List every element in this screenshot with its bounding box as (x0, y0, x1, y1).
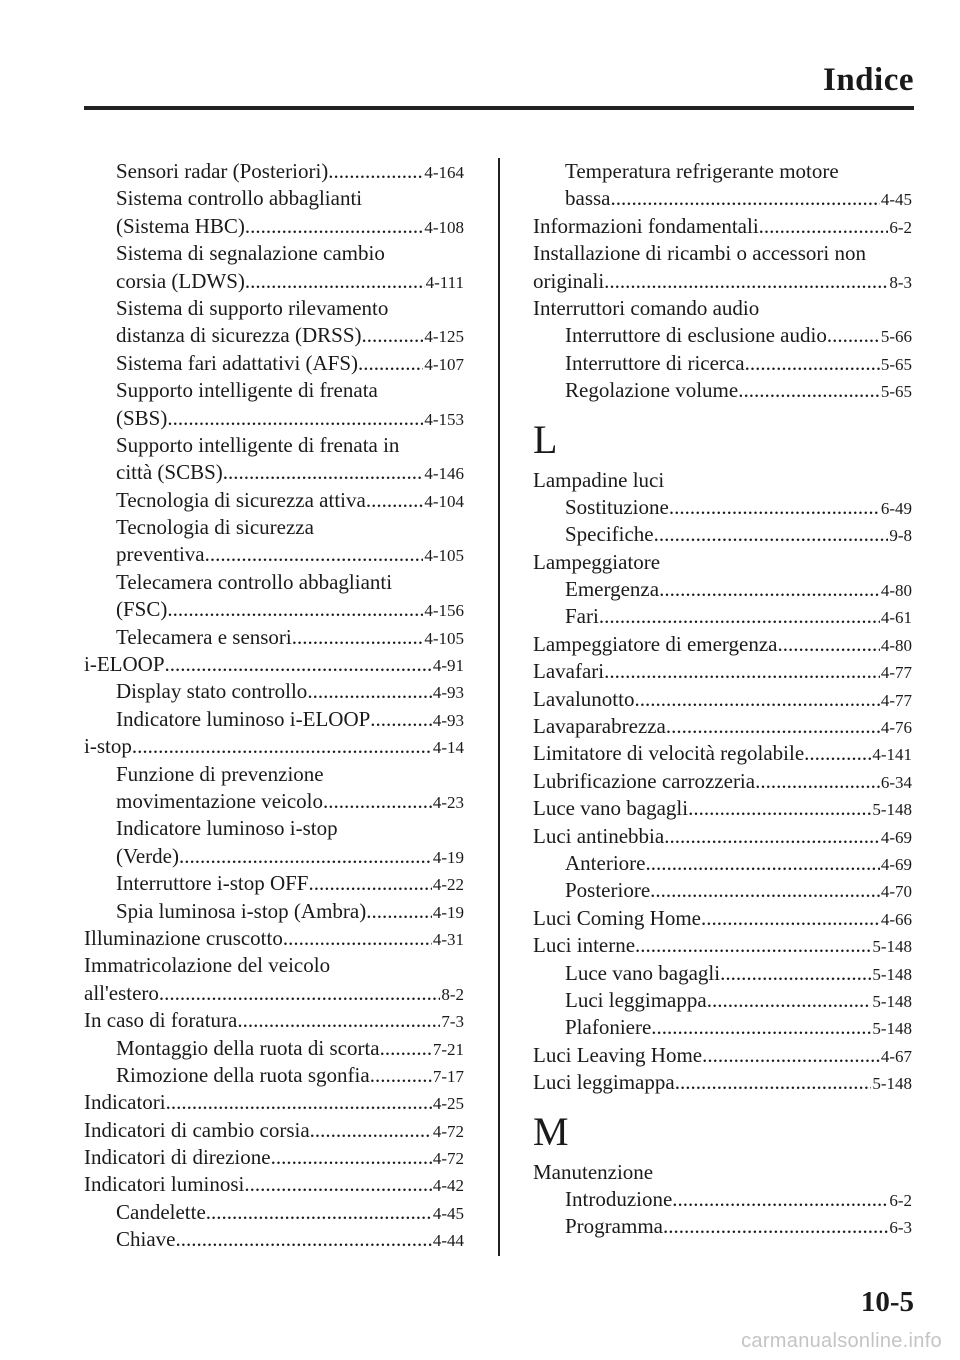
leader-dots (244, 1171, 431, 1198)
leader-dots (237, 1007, 440, 1034)
index-subentry (533, 494, 912, 521)
entry-text: Luci Leaving Home (533, 1042, 703, 1067)
leader-dots (167, 596, 423, 623)
index-column-left (84, 158, 464, 1254)
entry-text: Installazione di ricambi o accessori non (533, 241, 866, 266)
entry-text: Luci Coming Home (533, 905, 701, 930)
index-entry (84, 952, 464, 979)
entry-text: Temperatura refrigerante motore (565, 159, 839, 183)
entry-text: Indicatori di cambio corsia (84, 1117, 310, 1142)
index-subentry (84, 706, 464, 733)
page-reference: 8-3 (889, 272, 912, 292)
page-reference: 5-148 (872, 964, 912, 984)
leader-dots (663, 1213, 888, 1240)
index-subentry (84, 459, 464, 486)
index-entry (533, 713, 912, 740)
entry-text: Sensori radar (Posteriori) (116, 159, 329, 183)
leader-dots (645, 850, 879, 877)
entry-text: Chiave (116, 1227, 176, 1252)
entry-text: Anteriore (565, 850, 646, 875)
page-reference: 5-148 (872, 1074, 912, 1094)
page-reference: 4-45 (880, 190, 912, 210)
index-entry (533, 295, 912, 322)
page-reference: 4-61 (880, 608, 912, 628)
entry-text: Luce vano bagagli (533, 796, 689, 821)
index-subentry (84, 213, 464, 240)
leader-dots (659, 576, 880, 603)
leader-dots (804, 740, 871, 767)
entry-text: Sistema di segnalazione cambio (116, 241, 385, 266)
leader-dots (292, 624, 424, 651)
entry-text: preventiva (116, 542, 205, 567)
leader-dots (604, 658, 880, 685)
leader-dots (167, 405, 423, 432)
page-reference: 6-2 (889, 217, 912, 237)
index-subentry (84, 569, 464, 596)
page-reference: 7-21 (432, 1039, 464, 1059)
index-subentry (533, 322, 912, 349)
index-subentry (533, 185, 912, 212)
entry-text: Interruttori comando audio (533, 295, 760, 320)
page-reference: 4-45 (432, 1203, 464, 1223)
page-reference: 4-72 (432, 1149, 464, 1169)
index-entry (84, 1171, 464, 1198)
leader-dots (635, 932, 871, 959)
entry-text: Telecamera controllo abbaglianti (116, 569, 393, 594)
leader-dots (707, 987, 872, 1014)
page-reference: 4-70 (880, 882, 912, 902)
entry-text: Illuminazione cruscotto (84, 925, 283, 950)
entry-text: Indicatori di direzione (84, 1145, 271, 1170)
page-reference: 4-91 (432, 656, 464, 676)
leader-dots (604, 268, 888, 295)
leader-dots (328, 158, 423, 185)
page-reference: 4-67 (880, 1046, 912, 1066)
leader-dots (664, 823, 880, 850)
entry-text: Regolazione volume (565, 378, 739, 403)
section-letter: L (533, 416, 558, 462)
entry-text: Luci leggimappa (565, 987, 707, 1012)
index-subentry (84, 1199, 464, 1226)
entry-text: Sistema di supporto rilevamento (116, 295, 389, 320)
leader-dots (283, 925, 432, 952)
index-subentry (84, 541, 464, 568)
index-entry (533, 240, 912, 267)
entry-text: città (SCBS) (116, 460, 223, 485)
entry-text: Spia luminosa i-stop (Ambra) (116, 898, 367, 923)
entry-text: Indicatore luminoso i-ELOOP (116, 706, 371, 731)
index-subentry (84, 870, 464, 897)
index-subentry (84, 678, 464, 705)
page-reference: 7-3 (441, 1012, 464, 1032)
leader-dots (672, 1186, 888, 1213)
entry-text: Luci antinebbia (533, 823, 665, 848)
index-entry (533, 631, 912, 658)
page-reference: 5-148 (872, 1019, 912, 1039)
entry-text: Interruttore di ricerca (565, 350, 745, 375)
page-reference: 4-42 (432, 1176, 464, 1196)
page-reference: 4-93 (432, 710, 464, 730)
page-reference: 4-105 (424, 628, 464, 648)
page-reference: 5-65 (880, 382, 912, 402)
index-subentry (533, 1213, 912, 1240)
index-subentry (84, 1226, 464, 1253)
index-subentry (84, 322, 464, 349)
entry-text: Funzione di prevenzione (116, 761, 324, 786)
index-subentry (533, 1186, 912, 1213)
page-reference: 4-23 (432, 792, 464, 812)
entry-text: Immatricolazione del veicolo (84, 953, 331, 978)
entry-text: distanza di sicurezza (DRSS) (116, 323, 362, 348)
leader-dots (166, 1089, 432, 1116)
page-title: Indice (822, 62, 914, 98)
index-subentry (84, 788, 464, 815)
leader-dots (366, 898, 432, 925)
index-entry (533, 740, 912, 767)
index-subentry (84, 596, 464, 623)
entry-text: Limitatore di velocità regolabile (533, 741, 805, 766)
page-reference: 4-31 (432, 929, 464, 949)
page-reference: 4-72 (432, 1121, 464, 1141)
page-reference: 4-80 (880, 581, 912, 601)
page-reference: 4-25 (432, 1094, 464, 1114)
index-entry (84, 1089, 464, 1116)
entry-text: Lubrificazione carrozzeria (533, 768, 756, 793)
leader-dots (759, 213, 889, 240)
index-subentry (84, 1062, 464, 1089)
entry-text: (SBS) (116, 405, 168, 430)
leader-dots (688, 795, 871, 822)
entry-text: Lavaparabrezza (533, 714, 666, 739)
index-subentry (84, 405, 464, 432)
leader-dots (370, 706, 432, 733)
entry-text: Indicatori luminosi (84, 1172, 245, 1197)
entry-text: Supporto intelligente di frenata in (116, 432, 400, 457)
leader-dots (179, 843, 432, 870)
index-subentry (533, 850, 912, 877)
leader-dots (380, 1035, 432, 1062)
leader-dots (634, 686, 879, 713)
index-subentry (84, 432, 464, 459)
index-entry (533, 932, 912, 959)
entry-text: Fari (565, 604, 599, 629)
page-reference: 4-93 (432, 683, 464, 703)
entry-text: Montaggio della ruota di scorta (116, 1035, 380, 1060)
entry-text: movimentazione veicolo (116, 788, 324, 813)
index-entry (84, 733, 464, 760)
index-entry (533, 658, 912, 685)
index-entry (533, 795, 912, 822)
page-reference: 9-8 (889, 526, 912, 546)
index-entry (533, 467, 912, 494)
page-reference: 4-66 (880, 909, 912, 929)
leader-dots (650, 877, 880, 904)
leader-dots (778, 631, 880, 658)
entry-text: Supporto intelligente di frenata (116, 378, 378, 403)
index-subentry (84, 843, 464, 870)
index-entry (533, 1069, 912, 1096)
index-entry (533, 905, 912, 932)
page-reference: 4-107 (424, 354, 464, 374)
entry-text: Lampeggiatore di emergenza (533, 631, 778, 656)
index-subentry (533, 877, 912, 904)
entry-text: Posteriore (565, 878, 651, 903)
entry-text: (FSC) (116, 597, 168, 622)
leader-dots (132, 733, 432, 760)
leader-dots (159, 980, 440, 1007)
index-subentry (84, 1035, 464, 1062)
entry-text: Telecamera e sensori (116, 624, 292, 649)
entry-text: (Verde) (116, 843, 179, 868)
leader-dots (205, 541, 424, 568)
leader-dots (310, 1117, 432, 1144)
leader-dots (245, 268, 425, 295)
index-subentry (84, 898, 464, 925)
page-reference: 4-69 (880, 827, 912, 847)
entry-text: all'estero (84, 980, 159, 1005)
page-reference: 4-164 (424, 163, 464, 182)
entry-text: Lavafari (533, 659, 605, 684)
leader-dots (206, 1199, 432, 1226)
index-subentry (533, 1014, 912, 1041)
entry-text: Rimozione della ruota sgonfia (116, 1062, 370, 1087)
index-subentry (84, 761, 464, 788)
section-letter: M (533, 1108, 569, 1154)
leader-dots (827, 322, 880, 349)
page-reference: 4-19 (432, 847, 464, 867)
leader-dots (271, 1144, 432, 1171)
page-reference: 6-2 (889, 1190, 912, 1210)
index-subentry (84, 377, 464, 404)
page-reference: 5-66 (880, 327, 912, 347)
index-subentry (84, 514, 464, 541)
entry-text: Indicatore luminoso i-stop (116, 816, 338, 841)
leader-dots (245, 213, 423, 240)
entry-text: Sistema controllo abbaglianti (116, 186, 363, 211)
entry-text: Tecnologia di sicurezza (116, 515, 314, 540)
page-reference: 4-153 (424, 409, 464, 429)
index-entry (533, 213, 912, 240)
page-reference: 6-49 (880, 498, 912, 518)
watermark: carmanualsonline.info (741, 1330, 942, 1352)
entry-text: Plafoniere (565, 1015, 652, 1040)
page-reference: 4-104 (424, 491, 464, 511)
page-reference: 4-80 (880, 635, 912, 655)
page-reference: 4-141 (872, 745, 912, 765)
entry-text: Emergenza (565, 577, 660, 602)
leader-dots (223, 459, 424, 486)
page-reference: 4-77 (880, 690, 912, 710)
index-subentry (533, 960, 912, 987)
page-reference: 4-108 (424, 217, 464, 237)
leader-dots (702, 1042, 880, 1069)
leader-dots (307, 678, 432, 705)
leader-dots (165, 651, 432, 678)
page-reference: 7-17 (432, 1066, 464, 1086)
entry-text: i-ELOOP (84, 652, 165, 677)
index-entry (533, 686, 912, 713)
page-reference: 4-22 (432, 875, 464, 895)
header-rule (84, 106, 914, 110)
leader-dots (738, 377, 880, 404)
leader-dots (599, 603, 880, 630)
index-subentry (84, 268, 464, 295)
page-reference: 5-148 (872, 991, 912, 1011)
index-entry (533, 1042, 912, 1069)
entry-text: Indicatori (84, 1090, 166, 1115)
index-entry (84, 1007, 464, 1034)
index-subentry (84, 815, 464, 842)
entry-text: Lavalunotto (533, 686, 635, 711)
index-subentry (84, 240, 464, 267)
leader-dots (755, 768, 880, 795)
entry-text: Lampadine luci (533, 467, 665, 492)
index-entry (84, 1144, 464, 1171)
index-subentry (533, 158, 912, 185)
index-entry (533, 768, 912, 795)
leader-dots (651, 1014, 871, 1041)
leader-dots (675, 1069, 872, 1096)
entry-text: Luci interne (533, 933, 636, 958)
page-reference: 5-148 (872, 800, 912, 820)
page-reference: 4-111 (425, 272, 464, 292)
column-divider (498, 158, 500, 1256)
entry-text: corsia (LDWS) (116, 268, 245, 293)
entry-text: Informazioni fondamentali (533, 213, 759, 238)
index-entry (533, 823, 912, 850)
entry-text: Introduzione (565, 1186, 673, 1211)
page-reference: 5-65 (880, 354, 912, 374)
leader-dots (666, 713, 880, 740)
leader-dots (654, 521, 889, 548)
index-subentry (84, 487, 464, 514)
page-reference: 8-2 (441, 984, 464, 1004)
entry-text: Lampeggiatore (533, 549, 661, 574)
entry-text: Interruttore i-stop OFF (116, 871, 309, 896)
index-entry (533, 268, 912, 295)
page-reference: 4-77 (880, 663, 912, 683)
entry-text: Tecnologia di sicurezza attiva (116, 487, 366, 512)
index-entry (533, 1159, 912, 1186)
index-subentry (84, 295, 464, 322)
entry-text: Sistema fari adattativi (AFS) (116, 350, 359, 375)
leader-dots (366, 487, 424, 514)
entry-text: Candelette (116, 1199, 206, 1224)
page-reference: 4-156 (424, 601, 464, 621)
page-reference: 4-76 (880, 718, 912, 738)
index-subentry (84, 350, 464, 377)
leader-dots (701, 905, 880, 932)
leader-dots (611, 185, 880, 212)
leader-dots (358, 350, 423, 377)
index-subentry (84, 158, 464, 185)
index-subentry (84, 185, 464, 212)
entry-text: Luce vano bagagli (565, 960, 721, 985)
leader-dots (175, 1226, 431, 1253)
page-reference: 4-19 (432, 902, 464, 922)
entry-text: Display stato controllo (116, 679, 308, 704)
page-reference: 4-14 (432, 738, 464, 758)
leader-dots (362, 322, 424, 349)
index-entry (84, 651, 464, 678)
entry-text: Manutenzione (533, 1159, 654, 1184)
index-entry (533, 549, 912, 576)
leader-dots (720, 960, 871, 987)
entry-text: i-stop (84, 734, 132, 759)
page-reference: 4-69 (880, 854, 912, 874)
leader-dots (745, 350, 880, 377)
leader-dots (308, 870, 431, 897)
index-column-right (533, 158, 912, 1241)
entry-text: Sostituzione (565, 494, 669, 519)
index-subentry (533, 603, 912, 630)
index-entry (84, 1117, 464, 1144)
entry-text: (Sistema HBC) (116, 213, 245, 238)
index-subentry (533, 377, 912, 404)
index-entry (84, 925, 464, 952)
entry-text: Specifiche (565, 522, 654, 547)
entry-text: Interruttore di esclusione audio (565, 323, 827, 348)
page-reference: 6-3 (889, 1218, 912, 1238)
leader-dots (669, 494, 880, 521)
entry-text: bassa (565, 186, 611, 211)
page-reference: 4-105 (424, 546, 464, 566)
entry-text: originali (533, 268, 605, 293)
page-reference: 4-146 (424, 464, 464, 484)
page-reference: 4-125 (424, 327, 464, 347)
index-subentry (84, 624, 464, 651)
page-reference: 4-44 (432, 1231, 464, 1251)
leader-dots (323, 788, 432, 815)
leader-dots (370, 1062, 432, 1089)
page-reference: 6-34 (880, 772, 912, 792)
entry-text: In caso di foratura (84, 1008, 238, 1033)
page-number: 10-5 (860, 1286, 914, 1318)
index-subentry (533, 576, 912, 603)
entry-text: Luci leggimappa (533, 1070, 675, 1095)
index-subentry (533, 987, 912, 1014)
entry-text: Programma (565, 1214, 663, 1239)
index-subentry (533, 350, 912, 377)
page-reference: 5-148 (872, 937, 912, 957)
index-subentry (533, 521, 912, 548)
index-entry (84, 980, 464, 1007)
